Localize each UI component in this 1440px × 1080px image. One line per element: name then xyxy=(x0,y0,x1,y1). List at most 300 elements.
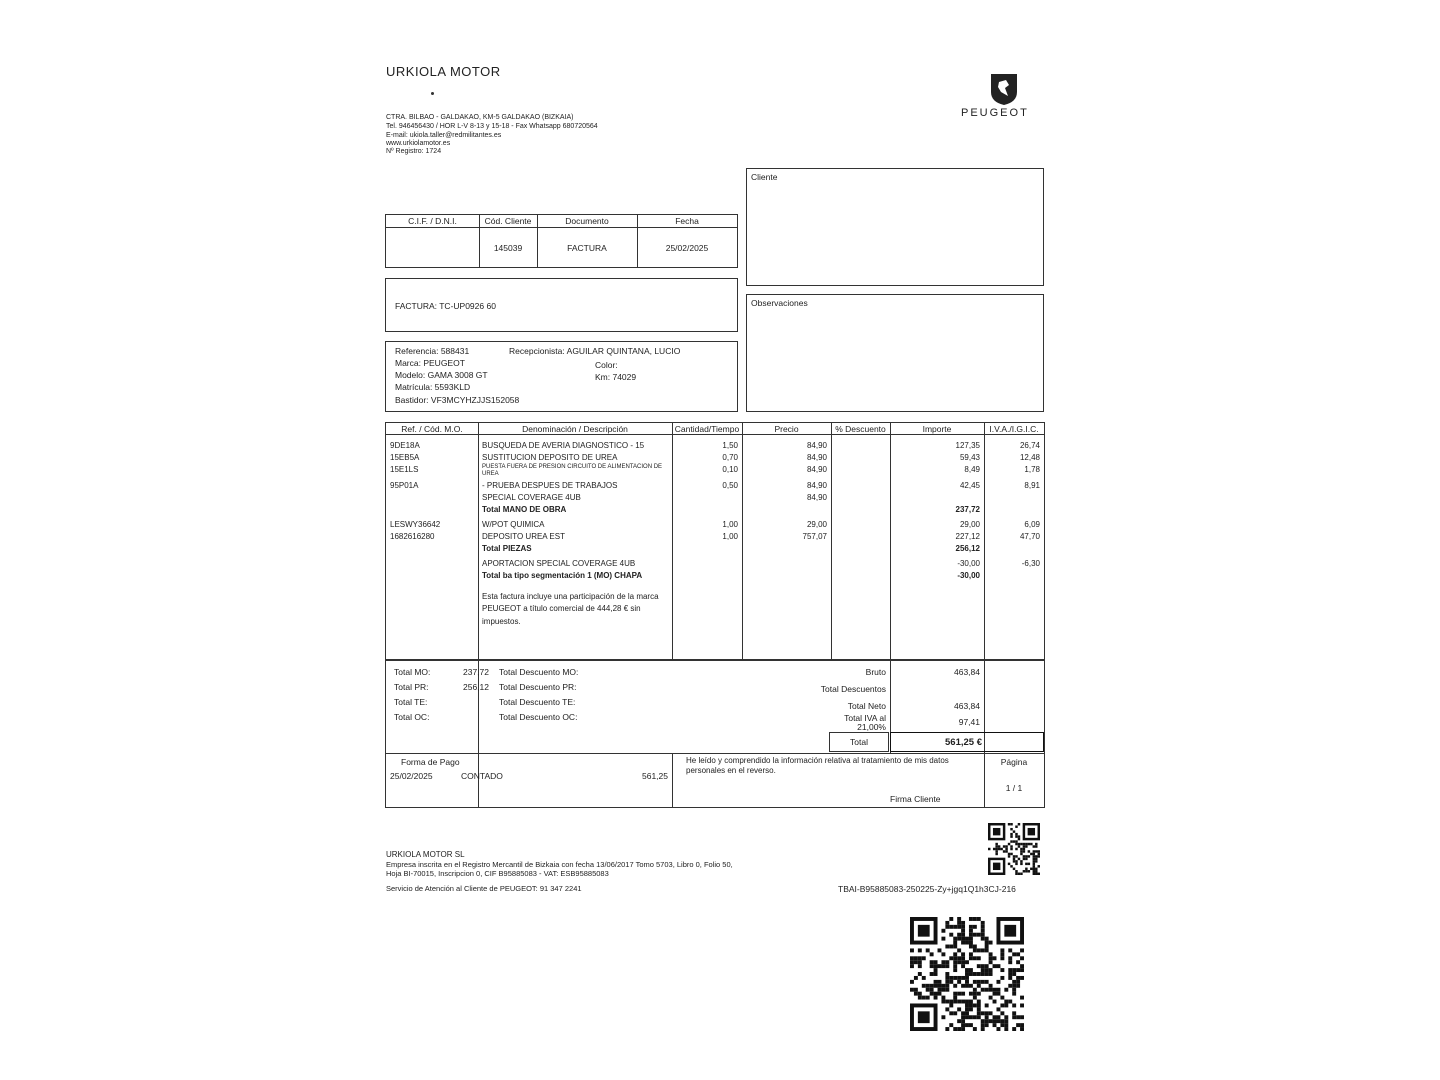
qr-module xyxy=(1016,976,1020,980)
total-label: Total xyxy=(850,737,868,747)
qr-module xyxy=(1020,1023,1024,1027)
qr-module xyxy=(965,1000,969,1004)
qr-module xyxy=(945,964,949,968)
signature-label: Firma Cliente xyxy=(890,794,941,804)
table-cell-ref: 15EB5A xyxy=(390,453,420,462)
qr-module xyxy=(1015,840,1017,842)
qr-module xyxy=(953,925,957,929)
qr-module xyxy=(1033,853,1035,855)
qr-module xyxy=(953,984,957,988)
qr-module xyxy=(1025,868,1027,870)
qr-module xyxy=(1025,858,1027,860)
qr-module xyxy=(1035,850,1037,852)
qr-module xyxy=(957,917,961,921)
qr-module xyxy=(977,1007,981,1011)
qr-module xyxy=(934,968,938,972)
privacy-text: He leído y comprendido la información relativa al tratamiento de mis datos personales en el reverso. xyxy=(686,756,949,775)
th-qty: Cantidad/Tiempo xyxy=(674,424,740,434)
qr-module xyxy=(977,980,981,984)
qr-module xyxy=(922,956,926,960)
total-oc-label: Total OC: xyxy=(394,712,430,722)
qr-module xyxy=(969,1023,973,1027)
qr-module xyxy=(996,992,1000,996)
qr-module xyxy=(1008,968,1012,972)
tbai-code: TBAI-B95885083-250225-Zy+jgq1Q1h3CJ-216 xyxy=(838,884,1016,894)
qr-module xyxy=(1000,948,1004,952)
qr-module xyxy=(1016,1015,1020,1019)
qr-module xyxy=(989,952,993,956)
qr-module xyxy=(961,1023,965,1027)
qr-module xyxy=(945,980,949,984)
qr-module xyxy=(969,992,973,996)
qr-module xyxy=(996,964,1000,968)
qr-module xyxy=(977,1015,981,1019)
qr-module xyxy=(969,941,973,945)
doc-val-date: 25/02/2025 xyxy=(665,243,709,253)
qr-module xyxy=(965,968,969,972)
qr-module xyxy=(989,968,993,972)
table-cell-iva: 47,70 xyxy=(1019,532,1040,541)
qr-module xyxy=(934,964,938,968)
qr-module xyxy=(1005,850,1007,852)
table-cell-price: 29,00 xyxy=(806,520,827,529)
qr-module xyxy=(977,917,981,921)
table-note-line-1: Esta factura incluye una participación de la marca xyxy=(482,592,659,601)
vehicle-modelo: Modelo: GAMA 3008 GT xyxy=(395,370,488,380)
qr-module xyxy=(1018,845,1020,847)
table-cell-iva: 12,48 xyxy=(1019,453,1040,462)
qr-module xyxy=(941,1015,945,1019)
qr-module xyxy=(957,937,961,941)
qr-module xyxy=(1010,865,1012,867)
qr-module xyxy=(945,945,949,949)
qr-module xyxy=(985,968,989,972)
qr-module xyxy=(938,988,942,992)
qr-module xyxy=(993,1019,997,1023)
qr-module xyxy=(1000,952,1004,956)
qr-module xyxy=(996,980,1000,984)
total-pr-value: 256,12 xyxy=(463,682,489,692)
qr-module xyxy=(973,972,977,976)
table-cell-desc: SUSTITUCION DEPOSITO DE UREA xyxy=(482,453,618,462)
qr-module xyxy=(961,992,965,996)
qr-module xyxy=(996,1019,1000,1023)
total-mo-value: 237,72 xyxy=(463,667,489,677)
table-cell-price: 84,90 xyxy=(806,441,827,450)
qr-module xyxy=(957,921,961,925)
qr-module xyxy=(957,1007,961,1011)
qr-module xyxy=(961,976,965,980)
bruto-value: 463,84 xyxy=(954,667,980,677)
qr-module xyxy=(989,972,993,976)
table-cell-amount: 227,12 xyxy=(955,532,980,541)
qr-module xyxy=(1003,850,1005,852)
qr-module xyxy=(961,1015,965,1019)
qr-module xyxy=(977,948,981,952)
qr-module xyxy=(1010,823,1012,825)
qr-module xyxy=(1020,873,1022,875)
qr-module xyxy=(953,937,957,941)
qr-module xyxy=(1020,976,1024,980)
qr-module xyxy=(1023,855,1025,857)
qr-finder xyxy=(1028,828,1035,835)
qr-module xyxy=(1012,992,1016,996)
qr-module xyxy=(985,937,989,941)
qr-module xyxy=(910,980,914,984)
qr-module xyxy=(977,964,981,968)
page-label: Página xyxy=(1000,757,1028,767)
observations-label: Observaciones xyxy=(751,298,808,308)
qr-module xyxy=(1010,853,1012,855)
table-cell-ref: 15E1LS xyxy=(390,465,419,474)
table-cell-qty: 0,10 xyxy=(722,465,738,474)
table-cell-amount: -30,00 xyxy=(957,559,980,568)
qr-module xyxy=(981,948,985,952)
qr-module xyxy=(998,845,1000,847)
qr-module xyxy=(930,960,934,964)
qr-module xyxy=(981,1011,985,1015)
qr-module xyxy=(985,1003,989,1007)
qr-module xyxy=(969,929,973,933)
qr-module xyxy=(930,952,934,956)
qr-module xyxy=(993,992,997,996)
qr-finder xyxy=(993,828,1000,835)
qr-module xyxy=(977,1003,981,1007)
qr-module xyxy=(938,984,942,988)
qr-module xyxy=(1000,996,1004,1000)
qr-module xyxy=(961,929,965,933)
qr-module xyxy=(1028,850,1030,852)
qr-finder xyxy=(918,1011,930,1023)
vehicle-box xyxy=(385,341,738,412)
qr-module xyxy=(1020,850,1022,852)
qr-module xyxy=(995,845,997,847)
qr-module xyxy=(1020,1015,1024,1019)
qr-module xyxy=(965,1007,969,1011)
qr-module xyxy=(1012,984,1016,988)
qr-module xyxy=(1010,833,1012,835)
qr-module xyxy=(949,1003,953,1007)
table-cell-ref: LESWY36642 xyxy=(390,520,441,529)
qr-module xyxy=(922,984,926,988)
doc-val-client-code: 145039 xyxy=(493,243,523,253)
qr-module xyxy=(1020,956,1024,960)
qr-module xyxy=(969,972,973,976)
qr-module xyxy=(965,1003,969,1007)
table-cell-amount: 42,45 xyxy=(959,481,980,490)
disc-pr-label: Total Descuento PR: xyxy=(499,682,577,692)
table-cell-amount: 127,35 xyxy=(955,441,980,450)
qr-module xyxy=(953,996,957,1000)
table-cell-amount: -30,00 xyxy=(957,571,980,580)
qr-module xyxy=(1016,968,1020,972)
qr-module xyxy=(941,952,945,956)
qr-module xyxy=(973,933,977,937)
company-name: URKIOLA MOTOR xyxy=(386,64,501,79)
qr-module xyxy=(1030,853,1032,855)
qr-module xyxy=(969,952,973,956)
qr-finder xyxy=(918,925,930,937)
qr-module xyxy=(961,956,965,960)
observations-box xyxy=(746,294,1044,412)
qr-module xyxy=(969,1015,973,1019)
qr-module xyxy=(973,980,977,984)
qr-module xyxy=(1030,843,1032,845)
qr-module xyxy=(1020,848,1022,850)
vehicle-km: Km: 74029 xyxy=(595,372,637,382)
qr-module xyxy=(989,1011,993,1015)
qr-module xyxy=(1008,956,1012,960)
disc-mo-label: Total Descuento MO: xyxy=(499,667,579,677)
qr-module xyxy=(953,976,957,980)
qr-module xyxy=(977,1000,981,1004)
qr-module xyxy=(1016,952,1020,956)
qr-module xyxy=(1003,845,1005,847)
qr-module xyxy=(981,937,985,941)
qr-module xyxy=(985,1023,989,1027)
qr-module xyxy=(995,848,997,850)
qr-module xyxy=(953,992,957,996)
qr-module xyxy=(1012,1011,1016,1015)
table-cell-ref: 95P01A xyxy=(390,481,419,490)
table-cell-iva: 1,78 xyxy=(1024,465,1040,474)
qr-module xyxy=(969,917,973,921)
footer-company: URKIOLA MOTOR SL xyxy=(386,850,465,859)
qr-module xyxy=(961,984,965,988)
qr-module xyxy=(973,996,977,1000)
qr-module xyxy=(989,960,993,964)
th-discount: % Descuento xyxy=(835,424,886,434)
qr-module xyxy=(1004,1027,1008,1031)
qr-module xyxy=(1015,848,1017,850)
qr-module xyxy=(973,917,977,921)
vehicle-matricula: Matrícula: 5593KLD xyxy=(395,382,471,392)
qr-module xyxy=(1013,868,1015,870)
qr-module xyxy=(1010,848,1012,850)
qr-module xyxy=(969,1003,973,1007)
qr-module xyxy=(985,948,989,952)
qr-module xyxy=(1028,863,1030,865)
qr-module xyxy=(981,1023,985,1027)
qr-module xyxy=(949,1000,953,1004)
qr-module xyxy=(957,976,961,980)
qr-module xyxy=(1008,853,1010,855)
qr-module xyxy=(945,1007,949,1011)
qr-module xyxy=(981,925,985,929)
qr-module xyxy=(981,929,985,933)
qr-module xyxy=(945,960,949,964)
company-address: CTRA. BILBAO - GALDAKAO, KM-5 GALDAKAO (BIZKAIA) xyxy=(386,114,574,121)
qr-module xyxy=(949,945,953,949)
qr-module xyxy=(1012,1003,1016,1007)
qr-module xyxy=(965,972,969,976)
qr-module xyxy=(1008,1000,1012,1004)
qr-module xyxy=(1008,960,1012,964)
qr-module xyxy=(961,925,965,929)
doc-col-date: Fecha xyxy=(675,216,699,226)
qr-module xyxy=(910,988,914,992)
qr-module xyxy=(989,996,993,1000)
qr-module xyxy=(941,1000,945,1004)
qr-module xyxy=(1020,948,1024,952)
qr-module xyxy=(969,968,973,972)
qr-module xyxy=(1010,835,1012,837)
qr-module xyxy=(981,980,985,984)
invoice-id: FACTURA: TC-UP0926 60 xyxy=(395,301,496,311)
client-label: Cliente xyxy=(751,172,778,182)
qr-module xyxy=(965,980,969,984)
qr-module xyxy=(1012,1027,1016,1031)
qr-module xyxy=(996,1015,1000,1019)
th-ref: Ref. / Cód. M.O. xyxy=(401,424,463,434)
table-note-line-2: PEUGEOT a título comercial de 444,28 € sin xyxy=(482,604,641,613)
table-cell-desc: BUSQUEDA DE AVERIA DIAGNOSTICO - 15 xyxy=(482,441,645,450)
qr-module xyxy=(1000,976,1004,980)
tbai-qr-code-icon xyxy=(988,823,1040,875)
qr-module xyxy=(934,996,938,1000)
qr-module xyxy=(914,976,918,980)
qr-module xyxy=(1015,833,1017,835)
qr-module xyxy=(977,956,981,960)
table-cell-iva: 6,09 xyxy=(1024,520,1040,529)
qr-module xyxy=(949,917,953,921)
qr-module xyxy=(1025,843,1027,845)
qr-module xyxy=(1033,868,1035,870)
qr-module xyxy=(961,1027,965,1031)
table-cell-qty: 1,00 xyxy=(722,532,738,541)
qr-module xyxy=(989,956,993,960)
qr-module xyxy=(998,848,1000,850)
qr-module xyxy=(953,1027,957,1031)
qr-module xyxy=(981,1019,985,1023)
qr-module xyxy=(1008,823,1010,825)
qr-module xyxy=(961,1000,965,1004)
qr-module xyxy=(1033,870,1035,872)
qr-module xyxy=(1028,855,1030,857)
qr-module xyxy=(969,956,973,960)
qr-module xyxy=(1015,863,1017,865)
qr-module xyxy=(961,964,965,968)
qr-module xyxy=(1013,840,1015,842)
qr-module xyxy=(1033,863,1035,865)
company-phone: Tel. 946456430 / HOR L-V 8-13 y 15-18 - Fax Whatsapp 680720564 xyxy=(386,123,598,130)
qr-module xyxy=(1018,843,1020,845)
qr-module xyxy=(1035,845,1037,847)
client-box xyxy=(746,168,1044,286)
qr-module xyxy=(934,980,938,984)
iva-label: Total IVA al 21,00% xyxy=(844,713,886,732)
qr-module xyxy=(981,921,985,925)
qr-module xyxy=(985,980,989,984)
table-cell-desc: - PRUEBA DESPUES DE TRABAJOS xyxy=(482,481,618,490)
qr-module xyxy=(965,1023,969,1027)
qr-module xyxy=(1000,1019,1004,1023)
qr-module xyxy=(989,988,993,992)
qr-module xyxy=(949,980,953,984)
qr-module xyxy=(922,976,926,980)
qr-module xyxy=(953,1011,957,1015)
qr-module xyxy=(1004,1000,1008,1004)
bruto-label: Bruto xyxy=(865,667,886,677)
qr-module xyxy=(995,850,997,852)
qr-module xyxy=(918,956,922,960)
qr-module xyxy=(969,1000,973,1004)
neto-value: 463,84 xyxy=(954,701,980,711)
qr-module xyxy=(1012,968,1016,972)
qr-module xyxy=(914,956,918,960)
qr-module xyxy=(1023,870,1025,872)
th-iva: I.V.A./I.G.I.C. xyxy=(989,424,1039,434)
qr-module xyxy=(996,1007,1000,1011)
qr-module xyxy=(996,1027,1000,1031)
payment-label: Forma de Pago xyxy=(401,757,460,767)
qr-module xyxy=(993,848,995,850)
qr-module xyxy=(1030,868,1032,870)
table-cell-qty: 1,50 xyxy=(722,441,738,450)
qr-module xyxy=(1035,843,1037,845)
qr-module xyxy=(957,980,961,984)
table-cell-desc: SPECIAL COVERAGE 4UB xyxy=(482,493,581,502)
qr-module xyxy=(989,941,993,945)
qr-module xyxy=(1015,855,1017,857)
payment-amount: 561,25 xyxy=(642,771,668,781)
qr-module xyxy=(953,1000,957,1004)
table-cell-iva: 26,74 xyxy=(1019,441,1040,450)
table-cell-desc: W/POT QUIMICA xyxy=(482,520,545,529)
qr-module xyxy=(1038,850,1040,852)
qr-module xyxy=(961,933,965,937)
qr-module xyxy=(1020,964,1024,968)
table-cell-desc: PUESTA FUERA DE PRESION CIRCUITO DE ALIMENTACION DE UREA xyxy=(482,464,663,477)
qr-module xyxy=(1016,980,1020,984)
qr-module xyxy=(953,945,957,949)
qr-module xyxy=(1020,996,1024,1000)
qr-module xyxy=(1035,868,1037,870)
qr-module xyxy=(965,984,969,988)
qr-module xyxy=(914,992,918,996)
qr-module xyxy=(934,960,938,964)
qr-module xyxy=(938,980,942,984)
doc-header-box xyxy=(385,214,738,268)
qr-module xyxy=(961,1011,965,1015)
descuentos-label: Total Descuentos xyxy=(820,684,886,694)
total-pr-label: Total PR: xyxy=(394,682,429,692)
qr-module xyxy=(945,925,949,929)
qr-module xyxy=(1025,855,1027,857)
qr-module xyxy=(957,956,961,960)
company-email: E-mail: ukiola.taller@redmilitantes.es xyxy=(386,132,502,139)
qr-module xyxy=(1033,858,1035,860)
totals-box xyxy=(385,660,1045,808)
qr-module xyxy=(930,992,934,996)
payment-method: CONTADO xyxy=(461,771,503,781)
qr-module xyxy=(973,992,977,996)
qr-module xyxy=(993,964,997,968)
qr-module xyxy=(1020,968,1024,972)
qr-module xyxy=(973,945,977,949)
qr-module xyxy=(945,921,949,925)
qr-module xyxy=(985,988,989,992)
qr-module xyxy=(961,937,965,941)
qr-module xyxy=(1035,870,1037,872)
qr-module xyxy=(1020,860,1022,862)
table-cell-desc: Total PIEZAS xyxy=(482,544,532,553)
total-mo-label: Total MO: xyxy=(394,667,431,677)
qr-module xyxy=(949,976,953,980)
qr-module xyxy=(1035,858,1037,860)
th-desc: Denominación / Descripción xyxy=(522,424,628,434)
qr-module xyxy=(985,1015,989,1019)
